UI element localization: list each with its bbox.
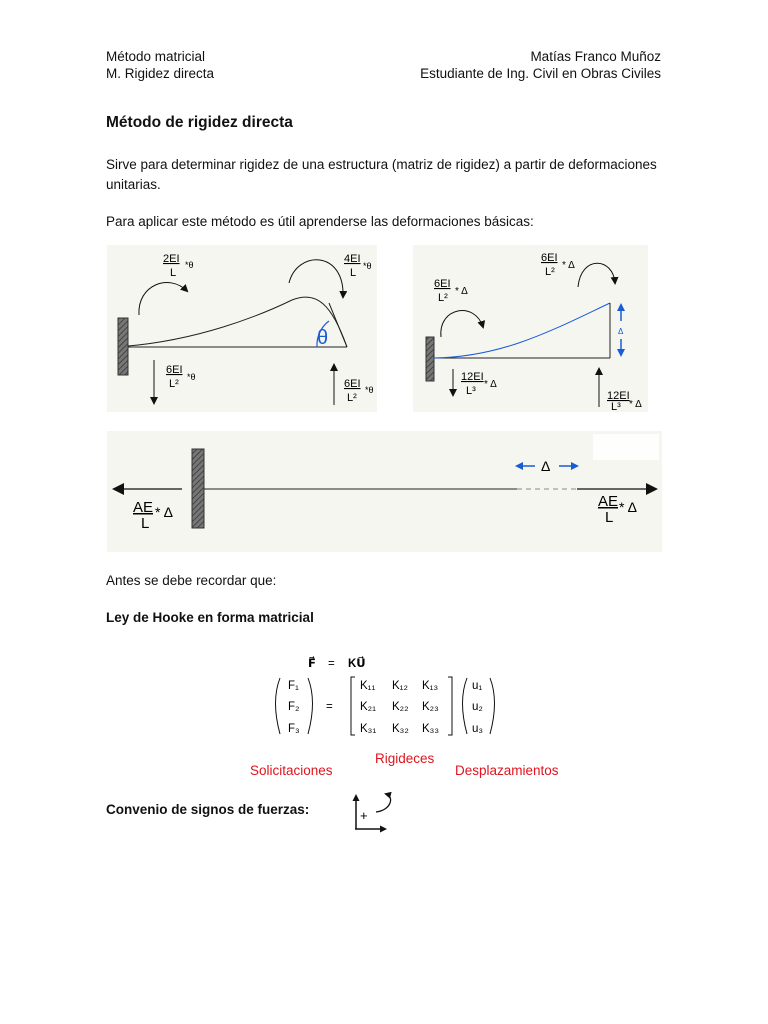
label-desplazamientos: Desplazamientos <box>455 763 559 778</box>
shear-fixed-den: L² <box>169 378 179 390</box>
figure-axial-svg <box>107 431 662 552</box>
f2: F₂ <box>288 701 300 713</box>
axial-left-num: AE <box>133 499 154 516</box>
shear-fixed-den: L³ <box>466 385 476 397</box>
figure-translation-svg <box>413 245 648 412</box>
deflected-shape <box>128 297 347 347</box>
k11: K₁₁ <box>360 680 376 692</box>
axial-right-num: AE <box>598 493 619 510</box>
instruction-paragraph: Para aplicar este método es útil aprenderse las deformaciones básicas: <box>106 214 534 229</box>
shear-end-den: L³ <box>611 401 621 412</box>
shear-fixed-num: 6EI <box>166 364 183 376</box>
delta-label: Δ <box>541 458 551 474</box>
u-right-paren <box>490 678 495 734</box>
shear-fixed-suffix: *θ <box>187 372 196 382</box>
shear-end-suffix: *θ <box>365 385 374 395</box>
moment-fixed-num: 2EI <box>163 253 180 265</box>
figure-translation <box>413 245 648 412</box>
theta-label: θ <box>317 327 329 349</box>
u1: u₁ <box>472 680 483 692</box>
deflected-shape <box>434 303 610 358</box>
figure-rotation <box>107 245 377 412</box>
delta-label: Δ <box>618 327 624 336</box>
header-method: Método matricial <box>106 49 206 64</box>
u2: u₂ <box>472 701 483 713</box>
moment-end-num: 6EI <box>541 252 558 264</box>
reminder-paragraph: Antes se debe recordar que: <box>106 573 277 588</box>
header-author: Matías Franco Muñoz <box>530 49 661 64</box>
sign-convention-label: Convenio de signos de fuerzas: <box>106 802 310 817</box>
u-left-paren <box>463 678 468 734</box>
moment-fixed-num: 6EI <box>434 278 451 290</box>
eq-top-lhs: F⃗ <box>308 658 316 670</box>
shear-fixed-num: 12EI <box>461 371 484 383</box>
hooke-equation <box>268 650 508 745</box>
matrix-eq-sign: = <box>326 701 333 713</box>
moment-fixed-arrow <box>441 311 483 337</box>
moment-fixed-arrow <box>139 283 187 315</box>
blank-area <box>593 434 659 460</box>
u3: u₃ <box>472 723 484 735</box>
page-title: Método de rigidez directa <box>106 114 293 131</box>
intro-paragraph: Sirve para determinar rigidez de una estructura (matriz de rigidez) a partir de deformaciones unitarias. <box>106 157 657 192</box>
plus-sign: + <box>360 808 368 823</box>
axial-left-den: L <box>141 515 150 532</box>
moment-end-suffix: *θ <box>363 261 372 271</box>
axial-right-den: L <box>605 509 614 526</box>
label-rigideces: Rigideces <box>375 751 435 766</box>
figure-rotation-svg <box>107 245 377 412</box>
header-right <box>420 48 661 82</box>
eq-top-eq: = <box>328 658 335 670</box>
moment-end-suffix: * Δ <box>562 260 575 271</box>
k32: K₃₂ <box>392 723 409 735</box>
f-right-paren <box>308 678 313 734</box>
moment-end-num: 4EI <box>344 253 361 265</box>
label-solicitaciones: Solicitaciones <box>250 763 333 778</box>
axes-icon <box>348 790 398 836</box>
k-right-bracket <box>448 677 452 735</box>
k-left-bracket <box>351 677 355 735</box>
eq-top-rhs: KU⃗ <box>348 658 366 670</box>
moment-end-arrow <box>578 263 615 287</box>
k33: K₃₃ <box>422 723 440 735</box>
shear-end-num: 6EI <box>344 378 361 390</box>
header-subtopic: M. Rigidez directa <box>106 66 215 81</box>
shear-end-den: L² <box>347 392 357 404</box>
axial-right-suffix: * Δ <box>619 499 637 515</box>
shear-end-num: 12EI <box>607 390 630 402</box>
k23: K₂₃ <box>422 701 439 713</box>
f-left-paren <box>276 678 281 734</box>
moment-end-den: L² <box>545 266 555 278</box>
k21: K₂₁ <box>360 701 377 713</box>
axial-left-suffix: * Δ <box>155 504 173 520</box>
k12: K₁₂ <box>392 680 409 692</box>
k31: K₃₁ <box>360 723 377 735</box>
moment-end-den: L <box>350 267 357 279</box>
rotation-arrow <box>376 794 391 812</box>
moment-end-arrow <box>289 260 343 297</box>
hooke-subtitle: Ley de Hooke en forma matricial <box>106 610 314 625</box>
header-left <box>106 48 214 82</box>
header-author-role: Estudiante de Ing. Civil en Obras Civiles <box>420 66 661 81</box>
moment-fixed-suffix: * Δ <box>455 286 468 297</box>
rotated-tangent <box>329 303 347 347</box>
fixed-support <box>426 337 434 381</box>
k22: K₂₂ <box>392 701 409 713</box>
fixed-support <box>118 318 128 375</box>
shear-end-suffix: * Δ <box>629 399 642 410</box>
fixed-support <box>192 449 204 528</box>
figure-axial <box>107 431 662 552</box>
shear-fixed-suffix: * Δ <box>484 379 497 390</box>
k13: K₁₃ <box>422 680 439 692</box>
moment-fixed-den: L <box>170 267 177 279</box>
f1: F₁ <box>288 680 299 692</box>
moment-fixed-suffix: *θ <box>185 260 194 270</box>
hooke-equation-svg <box>268 650 508 745</box>
moment-fixed-den: L² <box>438 292 448 304</box>
sign-convention-icon <box>348 790 398 836</box>
f3: F₃ <box>288 723 300 735</box>
